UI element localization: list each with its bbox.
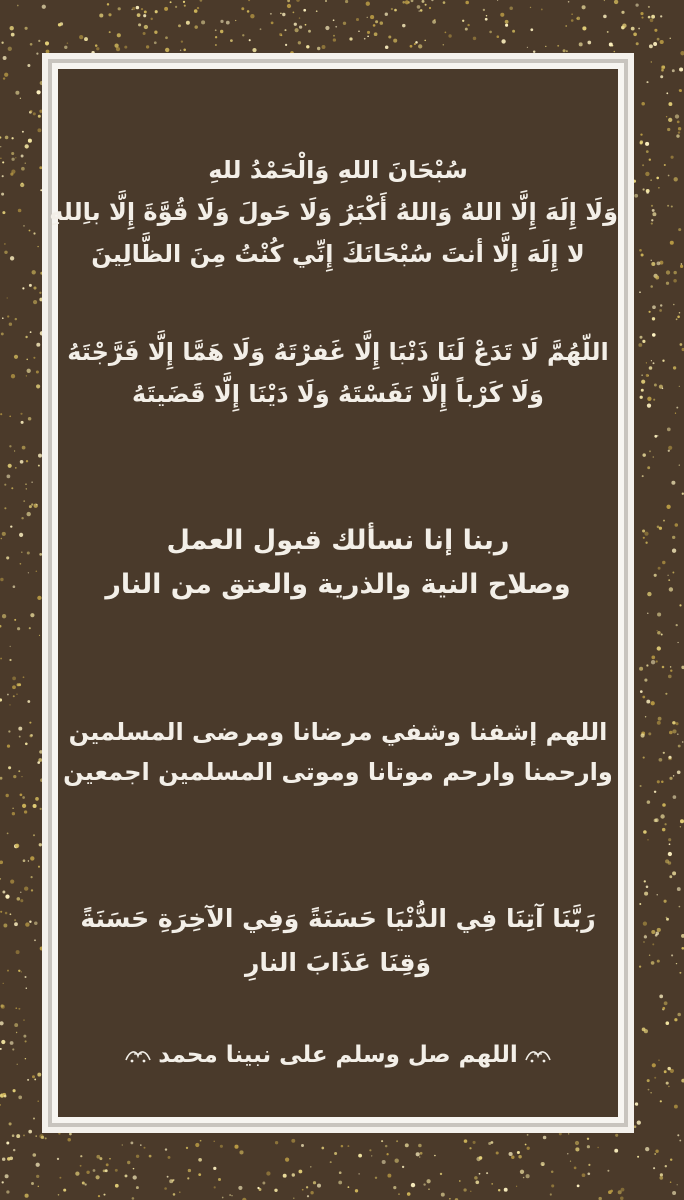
dua-relief-line-1: اللّهُمَّ لَا تَدَعْ لَنَا ذَنْبَا إِلَّا غَفرْتَهُ وَلَا هَمَّا إِلَّا فَرَّجْتَهُ (67, 338, 609, 366)
dua-relief-block (58, 331, 618, 415)
dua-healing-line-1: اللهم إشفنا وشفي مرضانا ومرضى المسلمين (68, 718, 608, 746)
dua-healing-line-2: وارحمنا وارحم موتانا وموتى المسلمين اجمعين (63, 758, 613, 786)
dua-acceptance-block (58, 519, 618, 607)
dua-acceptance-line-2: وصلاح النية والذرية والعتق من النار (105, 569, 571, 600)
salawat-block (58, 1037, 618, 1073)
outer-frame (42, 53, 634, 1133)
dhikr-line-2: وَلَا إِلَهَ إِلَّا اللهُ وَاللهُ أَكْبَرُ وَلَا حَولَ وَلَا قُوَّةَ إِلَّا باِللهِ (49, 198, 618, 226)
dhikr-line-1: سُبْحَانَ اللهِ وَالْحَمْدُ للهِ (208, 156, 468, 184)
salawat-text: اللهم صل وسلم على نبينا محمد (158, 1042, 518, 1068)
dhikr-block (49, 149, 618, 275)
dua-acceptance-line-1: ربنا إنا نسألك قبول العمل (166, 525, 510, 556)
salawat-seal-icon (524, 1046, 552, 1066)
dhikr-line-3: لا إِلَهَ إِلَّا أنتَ سُبْحَانَكَ إِنِّي كُنْتُ مِنَ الظَّالِينَ (91, 240, 585, 268)
inner-panel (49, 63, 624, 1123)
salawat-seal-icon (124, 1046, 152, 1066)
dua-rabbana-line-1: رَبَّنَا آتِنَا فِي الدُّنْيَا حَسَنَةً وَفِي الآخِرَةِ حَسَنَةً (80, 904, 596, 933)
salawat-line (58, 1037, 618, 1073)
dua-healing-block (58, 712, 618, 792)
dua-rabbana-block (58, 897, 618, 985)
dua-relief-line-2: وَلَا كَرْباً إِلَّا نَفَسْتَهُ وَلَا دَيْنَا إِلَّا قَضَيتَهُ (132, 380, 544, 408)
dua-rabbana-line-2: وَقِنَا عَذَابَ النارِ (244, 948, 432, 977)
